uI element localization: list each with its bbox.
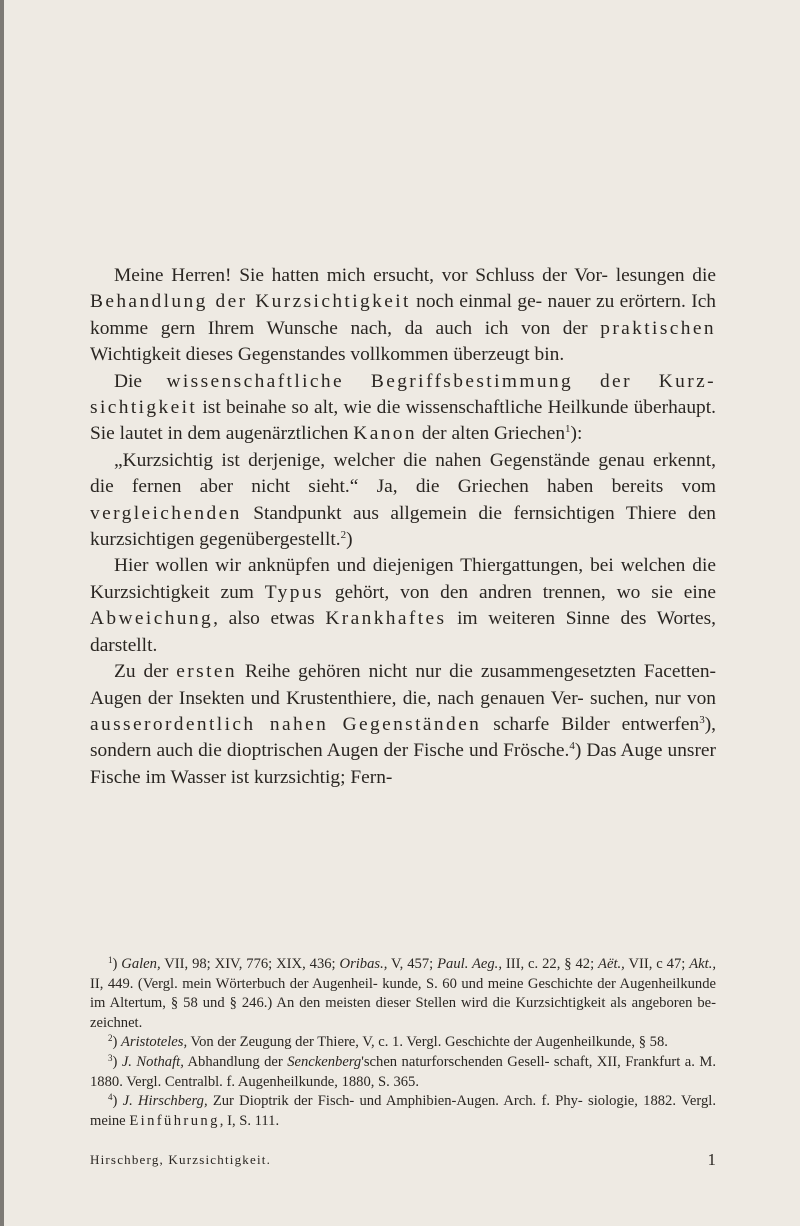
- author-name: Aët.,: [598, 956, 625, 972]
- text-run: , also etwas: [213, 608, 326, 630]
- footnote: [90, 1092, 716, 1131]
- author-name: Oribas.,: [339, 956, 388, 972]
- text-run: „Kurzsichtig ist derjenige, welcher die nahen Gegenstände genau erkennt, die fernen aber nicht sieht.“ Ja, die Griechen haben bereits vom: [90, 449, 716, 498]
- text-run: Reihe gehören nicht nur die zusammengesetzten Facetten-Augen der Insekten und Krustenthiere, die, nach genauen Ver- suchen, nur von: [90, 661, 716, 709]
- text-run: Von der Zeugung der Thiere, V, c. 1. Vergl. Geschichte der Augenheilkunde, § 58.: [187, 1034, 668, 1051]
- text-run: im weiteren Sinne des Wortes, darstellt.: [90, 608, 716, 656]
- author-name: J. Hirschberg,: [122, 1093, 208, 1110]
- footnotes: [90, 955, 716, 1131]
- text-run: , I, S. 111.: [219, 1112, 280, 1129]
- footnote-marker: 2: [108, 1033, 113, 1044]
- text-run: scharfe Bilder entwerfen: [481, 713, 700, 735]
- text-run: ): [112, 956, 122, 972]
- footnote-marker: 2: [340, 529, 347, 542]
- footnote-marker: 1: [108, 955, 113, 965]
- text-run: ):: [570, 423, 583, 445]
- main-text: [90, 263, 716, 791]
- text-run: Abhandlung der: [183, 1053, 288, 1070]
- text-run: Zur Dioptrik der Fisch- und Amphibien-Augen. Arch. f. Phy- siologie, 1882. Vergl. meine: [90, 1093, 716, 1129]
- footnote: [90, 955, 716, 1033]
- footnote-marker: 4: [569, 740, 575, 753]
- footnote-marker: 1: [565, 423, 571, 436]
- author-name: Galen,: [121, 956, 161, 972]
- text-run: Wichtigkeit dieses Gegenstandes vollkommen überzeugt bin.: [90, 344, 565, 366]
- spaced-emphasis: Kanon: [353, 423, 417, 445]
- paragraph: [90, 659, 716, 791]
- author-name: Aristoteles,: [121, 1034, 188, 1051]
- spaced-emphasis: vergleichenden: [90, 502, 242, 524]
- footnote: [90, 1033, 716, 1053]
- footnote-marker: 3: [108, 1052, 113, 1063]
- paragraph: [90, 263, 716, 369]
- spaced-emphasis: wissenschaftliche Begriffsbestimmung der Kurz- sichtigkeit: [90, 370, 716, 419]
- text-run: Standpunkt aus allgemein die fernsichtigen Thiere den kurzsichtigen gegenübergestellt.: [90, 502, 716, 551]
- sheet-number: 1: [707, 1150, 716, 1169]
- text-run: III, c. 22, § 42;: [501, 956, 599, 972]
- footnote-marker: 3: [699, 713, 705, 726]
- spaced-emphasis: Typus: [264, 581, 324, 603]
- spaced-emphasis: Einführung: [129, 1112, 220, 1129]
- signature-line: Hirschberg, Kurzsichtigkeit.: [90, 1152, 272, 1167]
- author-name: J. Nothaft,: [121, 1053, 184, 1070]
- author-name: Akt.,: [689, 956, 716, 972]
- footnote-marker: 4: [108, 1092, 113, 1103]
- spaced-emphasis: ersten: [176, 661, 237, 683]
- author-name: Senckenberg: [287, 1053, 362, 1070]
- page-edge: [0, 0, 4, 1226]
- author-name: Paul. Aeg.,: [437, 956, 502, 972]
- text-run: Meine Herren! Sie hatten mich ersucht, vor Schluss der Vor- lesungen die: [114, 265, 716, 286]
- text-run: gehört, von den andren trennen, wo sie eine: [323, 581, 717, 603]
- text-run: VII, 98; XIV, 776; XIX, 436;: [160, 956, 340, 972]
- paragraph: [90, 369, 716, 448]
- text-run: II, 449. (Vergl. mein Wörterbuch der Augenheil- kunde, S. 60 und meine Geschichte der Augenheilkunde im Altertum, § 58 und § 246.) An den meisten dieser Stellen wird die Kurzsichtigkeit als angeboren be- zeichnet.: [90, 975, 716, 1031]
- text-run: ): [112, 1053, 122, 1070]
- text-run: noch einmal ge- nauer zu erörtern. Ich komme gern Ihrem Wunsche nach, da auch ich von der: [90, 291, 716, 339]
- text-run: V, 457;: [387, 956, 438, 972]
- text-run: 'schen naturforschenden Gesell- schaft, XII, Frankfurt a. M. 1880. Vergl. Centralbl. f. Augenheilkunde, 1880, S. 365.: [90, 1053, 716, 1090]
- spaced-emphasis: Behandlung der Kurzsichtigkeit: [90, 291, 411, 313]
- text-run: ist beinahe so alt, wie die wissenschaftliche Heilkunde überhaupt. Sie lautet in dem augenärztlichen: [90, 397, 716, 445]
- text-run: Zu der: [114, 661, 177, 683]
- paragraph: [90, 553, 716, 659]
- text-run: ): [112, 1093, 123, 1110]
- paragraph: [90, 448, 716, 554]
- spaced-emphasis: Abweichung: [90, 608, 214, 630]
- text-run: Die: [114, 370, 167, 392]
- text-run: der alten Griechen: [417, 423, 566, 445]
- spaced-emphasis: ausserordentlich nahen Gegenständen: [90, 713, 482, 735]
- text-run: ): [346, 529, 353, 551]
- text-run: ), sondern auch die dioptrischen Augen der Fische und Frösche.: [90, 713, 716, 762]
- footnote: [90, 1053, 716, 1092]
- text-run: ) Das Auge unsrer Fische im Wasser ist kurzsichtig; Fern-: [90, 740, 716, 788]
- text-run: VII, c 47;: [624, 956, 690, 972]
- spaced-emphasis: praktischen: [600, 317, 716, 339]
- text-run: Hier wollen wir anknüpfen und diejenigen Thiergattungen, bei welchen die Kurzsichtigkeit zum: [90, 555, 716, 603]
- spaced-emphasis: Krankhaftes: [325, 608, 447, 630]
- text-run: ): [112, 1034, 122, 1051]
- page-footer: [90, 1151, 716, 1169]
